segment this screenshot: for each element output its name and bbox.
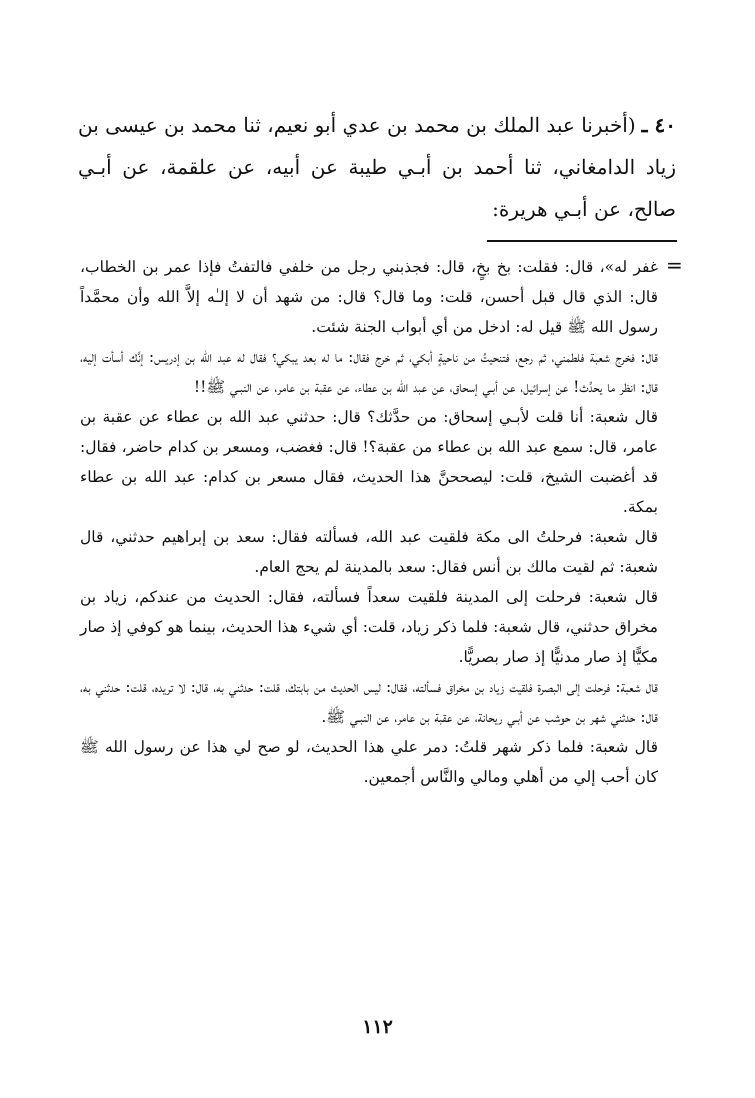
footnote-continuation-mark: = xyxy=(666,253,683,277)
hadith-number: ٤٠ ـ xyxy=(641,113,676,137)
footnote-paragraph: قال شعبة: أنا قلت لأبـي إسحاق: من حدَّثك؟ قال: حدثني عبد الله بن عطاء عن عقبة بن عامر، قال: سمع عبد الله بن عطاء من عقبة؟! قال: فغضب، ومسعر بن كدام حاضر، فقال: قد أغضبت الشيخ، قلت: ليصححنَّ هذا الحديث، فقال مسعر بن كدام: عبد الله بن عطاء بمكة. xyxy=(80,408,658,516)
footnote-paragraph: غفر له»، قال: فقلت: بخ بخٍ، قال: فجذبني رجل من خلفي فالتفتُ فإذا عمر بن الخطاب، قال: الذي قال قبل أحسن، قلت: وما قال؟ قال: من شهد أن لا إلـٰه إلاَّ الله وأن محمَّداً رسول الله ﷺ قيل له: ادخل من أي أبواب الجنة شئت. xyxy=(80,258,658,336)
footnote-separator xyxy=(487,240,677,242)
hadith-chain: (أخبرنا عبد الملك بن محمد بن عدي أبو نعيم، ثنا محمد بن عيسى بن زياد الدامغاني، ثنا أحمد بن أبـي طيبة عن أبيه، عن علقمة، عن أبـي صالح، عن أبـي هريرة: xyxy=(78,113,676,221)
footnote-paragraph: قال شعبة: فلما ذكر شهر قلتُ: دمر علي هذا الحديث، لو صح لي هذا عن رسول الله ﷺ كان أحب إلي من أهلي ومالي والنَّاس أجمعين. xyxy=(80,738,658,786)
page-number: ١١٢ xyxy=(362,1016,393,1038)
footnotes xyxy=(80,252,658,792)
footnote-paragraph: قال شعبة: فرحلت إلى المدينة فلقيت سعداً فسألته، فقال: الحديث من عندكم، زياد بن مخراق حدثني، قال شعبة: فلما ذكر زياد، قلت: أي شيء هذا الحديث، بينما هو كوفي إذ صار مكيًّا إذ صار مدنيًّا إذ صار بصريًّا. xyxy=(80,588,658,666)
footnote-paragraph: قال شعبة: فرحلتُ الى مكة فلقيت عبد الله، فسألته فقال: سعد بن إبراهيم حدثني، قال شعبة: ثم لقيت مالك بن أنس فقال: سعد بالمدينة لم يحج العام. xyxy=(80,528,658,576)
hadith-text xyxy=(78,104,676,230)
footnote-paragraph: قال: فخرج شعبة فلطمني، ثم رجع، فتنحيتُ من ناحيةٍ أبكي، ثم خرج فقال: ما له بعد يبكي؟ فقال له عبد الله بن إدريس: إنَّك أسأت إليه، قال: انظر ما يحدِّث! عن إسرائيل، عن أبـي إسحاق، عن عبد الله بن عطاء، عن عقبة بن عامر، عن النبـي ﷺ!! xyxy=(80,348,658,396)
footnote-paragraph: قال شعبة: فرحلت إلى البصرة فلقيت زياد بن مخراق فسألته، فقال: ليس الحديث من بابتك، قلت: حدثني به، قال: لا تريده، قلت: حدثني به، قال: حدثني شهر بن حوشب عن أبـي ريحانة، عن عقبة بن عامر، عن النبـي ﷺ. xyxy=(80,678,658,726)
